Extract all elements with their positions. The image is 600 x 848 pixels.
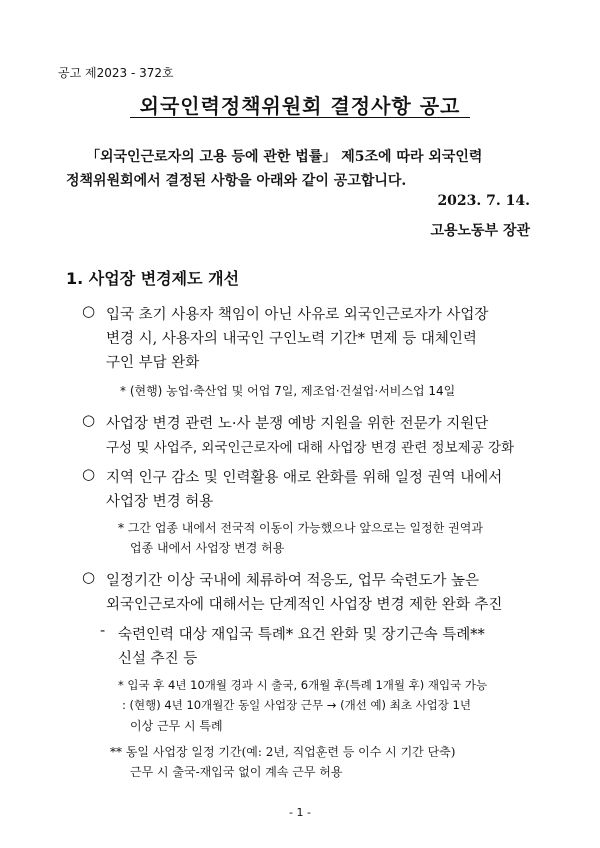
item-1-line-2: 변경 시, 사용자의 내국인 구인노력 기간* 면제 등 대체인력 [106,331,477,347]
item-3-line-2: 사업장 변경 허용 [106,494,214,510]
item-3-note-1: * 그간 업종 내에서 전국적 이동이 가능했으나 앞으로는 일정한 권역과 [118,521,483,535]
signatory: 고용노동부 장관 [430,223,530,239]
bullet-icon: ○ [82,465,96,483]
page-title: 외국인력정책위원회 결정사항 공고 [139,94,461,118]
sub-item-dash: - [100,623,106,639]
item-4-note-3: 이상 근무 시 특례 [130,719,223,733]
title-underline [130,117,470,118]
notice-date: 2023. 7. 14. [437,193,530,209]
preamble-line-2: 정책위원회에서 결정된 사항을 아래와 같이 공고합니다. [66,173,407,189]
item-4-note-5: 근무 시 출국-재입국 없이 계속 근무 허용 [130,765,343,779]
preamble-line-1: 「외국인근로자의 고용 등에 관한 법률」 제5조에 따라 외국인력 [86,149,483,165]
item-4-line-1: 일정기간 이상 국내에 체류하여 적응도, 업무 숙련도가 높은 [106,573,480,589]
item-1-line-3: 구인 부담 완화 [106,355,200,371]
item-3-note-2: 업종 내에서 사업장 변경 허용 [130,541,285,555]
item-1-line-1: 입국 초기 사용자 책임이 아닌 사유로 외국인근로자가 사업장 [106,307,489,323]
item-3-line-1: 지역 인구 감소 및 인력활용 애로 완화를 위해 일정 권역 내에서 [106,470,503,486]
item-1-note-1: * (현행) 농업·축산업 및 어업 7일, 제조업·건설업·서비스업 14일 [120,384,456,398]
page-number: - 1 - [289,806,311,819]
bullet-icon: ○ [82,302,96,320]
bullet-icon: ○ [82,411,96,429]
sub-item-line-2: 신설 추진 등 [118,651,198,667]
item-2-line-1: 사업장 변경 관련 노·사 분쟁 예방 지원을 위한 전문가 지원단 [106,416,489,432]
item-4-note-2: : (현행) 4년 10개월간 동일 사업장 근무 → (개선 예) 최초 사업장 1년 [122,698,471,712]
item-2-line-2: 구성 및 사업주, 외국인근로자에 대해 사업장 변경 관련 정보제공 강화 [106,440,515,456]
item-4-note-1: * 입국 후 4년 10개월 경과 시 출국, 6개월 후(특례 1개월 후) 재입국 가능 [118,678,488,692]
item-4-note-4: ** 동일 사업장 일정 기간(예: 2년, 직업훈련 등 이수 시 기간 단축) [110,745,456,759]
notice-number: 공고 제2023 - 372호 [58,66,174,80]
sub-item-line-1: 숙련인력 대상 재입국 특례* 요건 완화 및 장기근속 특례** [118,627,485,643]
section-heading: 1. 사업장 변경제도 개선 [66,269,240,288]
bullet-icon: ○ [82,568,96,586]
item-4-line-2: 외국인근로자에 대해서는 단계적인 사업장 변경 제한 완화 추진 [106,597,503,613]
